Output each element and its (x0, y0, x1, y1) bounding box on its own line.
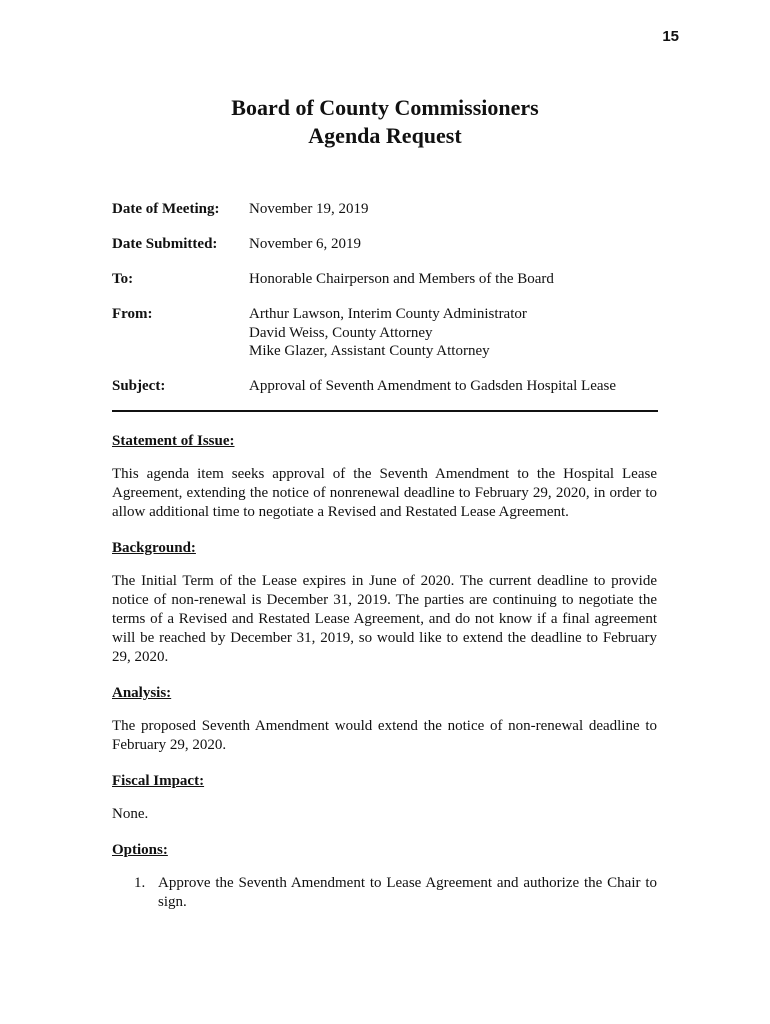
statement-text: This agenda item seeks approval of the Seventh Amendment to the Hospital Lease Agreement, extending the notice of nonrenewal deadline to February 29, 2020, in order to allow additional time to negotiate a Revised and Restated Lease Agreement. (112, 466, 657, 520)
to-label: To: (112, 271, 134, 287)
analysis-text: The proposed Seventh Amendment would extend the notice of non-renewal deadline to February 29, 2020. (112, 718, 657, 753)
subject-row (112, 377, 660, 396)
from-label: From: (112, 306, 153, 322)
background-text: The Initial Term of the Lease expires in June of 2020. The current deadline to provide notice of non-renewal is December 31, 2019. The parties are continuing to negotiate the terms of a Revised and Restated Lease Agreement, and do not know if a final agreement will be reached by December 31, 2019, so would like to extend the deadline to February 29, 2020. (112, 573, 657, 665)
option-number: 1. (134, 875, 146, 891)
from-line-3: Mike Glazer, Assistant County Attorney (249, 343, 490, 359)
title-line-2: Agenda Request (308, 123, 462, 148)
statement-heading: Statement of Issue: (112, 433, 235, 449)
from-line-1: Arthur Lawson, Interim County Administrator (249, 306, 527, 322)
fiscal-impact-text: None. (112, 806, 149, 822)
date-submitted-label: Date Submitted: (112, 236, 218, 252)
option-item (112, 874, 657, 912)
options-list (112, 874, 657, 912)
subject-label: Subject: (112, 377, 166, 394)
to-value: Honorable Chairperson and Members of the Board (249, 271, 554, 287)
to-row (112, 270, 660, 289)
meeting-details (112, 200, 660, 412)
header-divider (112, 410, 658, 412)
background-heading: Background: (112, 540, 196, 556)
analysis-heading: Analysis: (112, 685, 172, 701)
date-of-meeting-value: November 19, 2019 (249, 201, 369, 217)
from-value (249, 305, 660, 361)
document-title (0, 94, 770, 150)
subject-value: Approval of Seventh Amendment to Gadsden Hospital Lease (249, 377, 617, 394)
option-text: Approve the Seventh Amendment to Lease Agreement and authorize the Chair to sign. (158, 875, 657, 910)
from-line-2: David Weiss, County Attorney (249, 324, 433, 341)
fiscal-impact-heading: Fiscal Impact: (112, 773, 205, 789)
date-submitted-value: November 6, 2019 (249, 236, 362, 252)
date-of-meeting-row (112, 200, 660, 219)
agenda-body (112, 432, 657, 912)
date-of-meeting-label: Date of Meeting: (112, 201, 220, 217)
from-row (112, 305, 660, 361)
page-number: 15 (662, 28, 679, 45)
date-submitted-row (112, 235, 660, 254)
title-line-1: Board of County Commissioners (231, 95, 539, 120)
options-heading: Options: (112, 842, 168, 858)
